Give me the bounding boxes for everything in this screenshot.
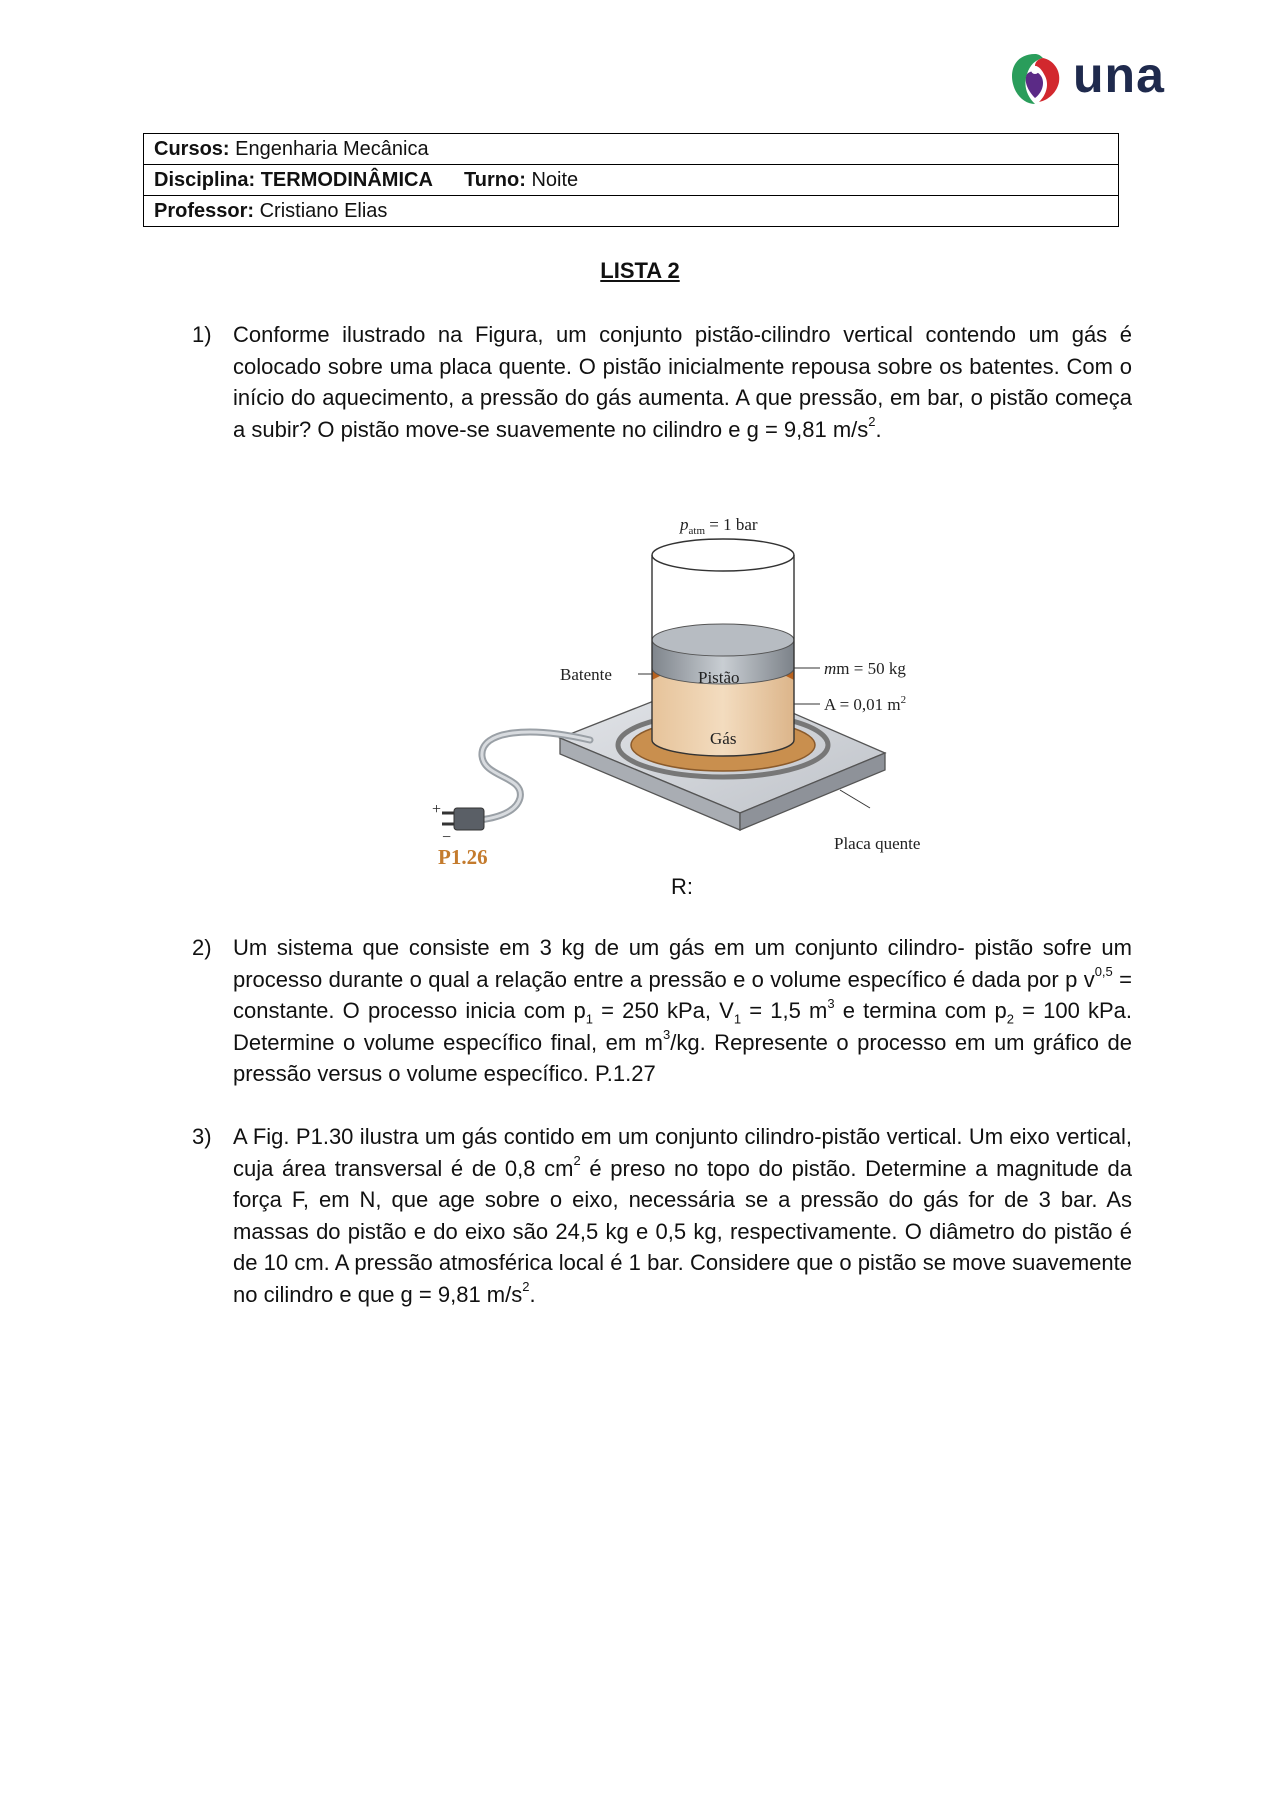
professor-row bbox=[144, 196, 1119, 227]
mass-label: mm = 50 kg bbox=[824, 659, 906, 678]
question-text: A Fig. P1.30 ilustra um gás contido em um conjunto cilindro-pistão vertical. Um eixo vertical, cuja área transversal é de 0,8 $cm^2$ é preso no topo do pistão. Determine a magnitude da força F, em N, que age sobre o eixo, necessária se a pressão do gás for de 3 bar. As massas do pistão e do eixo são 24,5 kg e 0,5 kg, respectivamente. O diâmetro do pistão é de 10 cm. A pressão atmosférica local é 1 bar. Considere que o pistão se move suavemente no cilindro e que g = 9,81 $m/s^2$. bbox=[233, 1124, 1132, 1307]
discipline-value: TERMODINÂMICA bbox=[260, 168, 433, 191]
discipline-label: Disciplina: bbox=[154, 168, 256, 191]
cylinder-top-rim bbox=[652, 539, 794, 571]
courses-value: Engenharia Mecânica bbox=[235, 137, 429, 160]
patm-label: $p_{atm} = 1$ bar bbox=[680, 515, 758, 537]
question-3 bbox=[192, 1121, 1132, 1310]
figure-reference: P1.26 bbox=[438, 845, 488, 868]
question-text: Um sistema que consiste em 3 kg de um gás em um conjunto cilindro- pistão sofre um processo durante o qual a relação entre a pressão e o volume específico é dada por p $v^{0,5}$ = constante. O processo inicia com $p_1 = 250$ kPa, $V_1 = 1,5$ $m^3$ e termina com $p_2 = 100$ kPa. Determine o volume específico final, em $m^3/kg$. Represente o processo em um gráfico de pressão versus o volume específico. P.1.27 bbox=[233, 935, 1133, 1086]
question-number: 2) bbox=[192, 935, 212, 960]
professor-label: Professor: bbox=[154, 199, 255, 222]
question-number: 3) bbox=[192, 1124, 212, 1149]
una-logo-mark-icon bbox=[1005, 50, 1067, 108]
plug bbox=[454, 808, 484, 830]
piston-cylinder-figure bbox=[420, 508, 940, 868]
piston-label: Pistão bbox=[698, 668, 740, 687]
course-info-table bbox=[143, 133, 1119, 227]
piston-cylinder-diagram bbox=[420, 508, 940, 868]
piston-top bbox=[652, 624, 794, 656]
discipline-row bbox=[144, 165, 1119, 196]
minus-sign: − bbox=[442, 829, 452, 846]
una-logo bbox=[1005, 47, 1165, 110]
gas-label: Gás bbox=[710, 729, 737, 748]
area-label: A = 0,01 $m^2$ bbox=[824, 694, 907, 714]
courses-label: Cursos: bbox=[154, 137, 230, 160]
shift-label: Turno: bbox=[464, 168, 526, 191]
question-1 bbox=[192, 319, 1132, 445]
plus-sign: + bbox=[432, 801, 442, 818]
page-title: LISTA 2 bbox=[600, 258, 680, 283]
shift-value: Noite bbox=[531, 168, 579, 191]
batente-label: Batente bbox=[560, 665, 612, 684]
logo-text: una bbox=[1073, 47, 1165, 103]
courses-row bbox=[144, 134, 1119, 165]
question-number: 1) bbox=[192, 322, 212, 347]
question-text: Conforme ilustrado na Figura, um conjunto pistão-cilindro vertical contendo um gás é colocado sobre uma placa quente. O pistão inicialmente repousa sobre os batentes. Com o início do aquecimento, a pressão do gás aumenta. A que pressão, em bar, o pistão começa a subir? O pistão move-se suavemente no cilindro e g = 9,81 $m/s^2$. bbox=[233, 322, 1132, 442]
answer-field: R: bbox=[671, 874, 693, 899]
question-2 bbox=[192, 932, 1132, 1090]
plate-label: Placa quente bbox=[834, 834, 921, 853]
professor-value: Cristiano Elias bbox=[259, 199, 388, 222]
plate-leader bbox=[840, 790, 870, 808]
